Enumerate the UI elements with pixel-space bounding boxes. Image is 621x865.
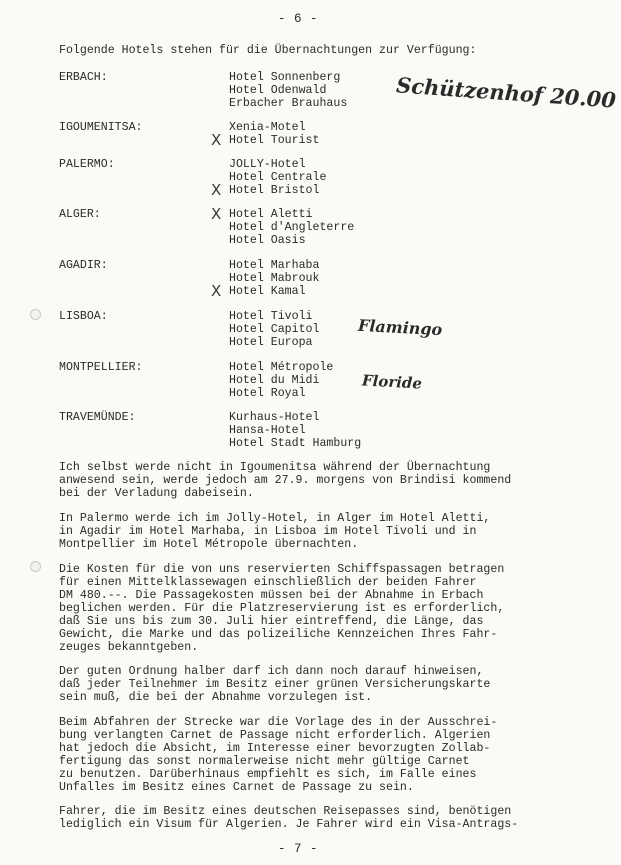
- hotel-name: Hotel Mabrouk: [229, 272, 320, 285]
- hotel-name: Hotel Métropole: [229, 361, 334, 374]
- hotel-name: Hotel Stadt Hamburg: [229, 437, 362, 450]
- hotel-name: Hotel du Midi: [229, 374, 320, 387]
- hotel-name: Hotel Odenwald: [229, 84, 327, 97]
- hotel-name: Hotel d'Angleterre: [229, 221, 355, 234]
- hotel-name: Hotel Centrale: [229, 171, 327, 184]
- hotel-name: Hotel Bristol: [229, 184, 320, 197]
- paragraph-line: Ich selbst werde nicht in Igoumenitsa während der Übernachtung: [59, 461, 491, 474]
- paragraph-line: DM 480.--. Die Passagekosten müssen bei der Abnahme in Erbach: [59, 589, 484, 602]
- paragraph-line: in Agadir im Hotel Marhaba, in Lisboa im Hotel Tivoli und in: [59, 525, 477, 538]
- page-number-bottom: - 7 -: [278, 842, 319, 856]
- paragraph-line: daß Sie uns bis zum 30. Juli hier eintreffend, die Länge, das: [59, 615, 484, 628]
- check-mark-icon: X: [211, 282, 222, 300]
- hotel-name: Hotel Tourist: [229, 134, 320, 147]
- paragraph-line: bei der Verladung dabeisein.: [59, 487, 254, 500]
- city-label: ALGER:: [59, 208, 101, 221]
- punch-hole: [30, 309, 41, 320]
- city-label: ERBACH:: [59, 71, 108, 84]
- paragraph-line: lediglich ein Visum für Algerien. Je Fahrer wird ein Visa-Antrags-: [59, 818, 519, 831]
- city-label: LISBOA:: [59, 310, 108, 323]
- handwritten-note-lisboa: Flamingo: [357, 315, 443, 340]
- hotel-name: Erbacher Brauhaus: [229, 97, 348, 110]
- hotel-name: Hotel Capitol: [229, 323, 320, 336]
- paragraph-line: Montpellier im Hotel Métropole übernachten.: [59, 538, 359, 551]
- city-label: MONTPELLIER:: [59, 361, 143, 374]
- city-label: IGOUMENITSA:: [59, 121, 143, 134]
- check-mark-icon: X: [211, 131, 222, 149]
- paragraph-line: sein muß, die bei der Abnahme vorzulegen ist.: [59, 691, 373, 704]
- paragraph-line: zu benutzen. Darüberhinaus empfiehlt es sich, im Falle eines: [59, 768, 477, 781]
- paragraph-line: Beim Abfahren der Strecke war die Vorlage des in der Ausschrei-: [59, 716, 498, 729]
- paragraph-line: Die Kosten für die von uns reservierten Schiffspassagen betragen: [59, 563, 505, 576]
- paragraph-line: fertigung das sonst normalerweise nicht mehr gültige Carnet: [59, 755, 470, 768]
- paragraph-line: zeuges bekanntgeben.: [59, 641, 199, 654]
- paragraph-line: bung verlangten Carnet de Passage nicht erforderlich. Algerien: [59, 729, 491, 742]
- hotel-name: Hotel Tivoli: [229, 310, 313, 323]
- handwritten-note-erbach: Schützenhof 20.00: [395, 72, 617, 113]
- intro-line: Folgende Hotels stehen für die Übernachtungen zur Verfügung:: [59, 44, 477, 57]
- hotel-name: Hotel Aletti: [229, 208, 313, 221]
- hotel-name: Hotel Marhaba: [229, 259, 320, 272]
- paragraph-line: Fahrer, die im Besitz eines deutschen Reisepasses sind, benötigen: [59, 805, 512, 818]
- hotel-name: Hotel Oasis: [229, 234, 306, 247]
- city-label: AGADIR:: [59, 259, 108, 272]
- paragraph-line: Der guten Ordnung halber darf ich dann noch darauf hinweisen,: [59, 665, 484, 678]
- hotel-name: Hotel Royal: [229, 387, 306, 400]
- hotel-name: Kurhaus-Hotel: [229, 411, 320, 424]
- city-label: PALERMO:: [59, 158, 115, 171]
- paragraph-line: anwesend sein, werde jedoch am 27.9. morgens von Brindisi kommend: [59, 474, 512, 487]
- paragraph-line: Gewicht, die Marke und das polizeiliche Kennzeichen Ihres Fahr-: [59, 628, 498, 641]
- hotel-name: JOLLY-Hotel: [229, 158, 306, 171]
- paragraph-line: für einen Mittelklassewagen einschließlich der beiden Fahrer: [59, 576, 477, 589]
- paragraph-line: hat jedoch die Absicht, im Interesse einer bevorzugten Zollab-: [59, 742, 491, 755]
- punch-hole: [30, 561, 41, 572]
- handwritten-note-montpellier: Floride: [361, 371, 423, 393]
- check-mark-icon: X: [211, 181, 222, 199]
- check-mark-icon: X: [211, 205, 222, 223]
- paragraph-line: In Palermo werde ich im Jolly-Hotel, in Alger im Hotel Aletti,: [59, 512, 491, 525]
- hotel-name: Xenia-Motel: [229, 121, 306, 134]
- paragraph-line: Unfalles im Besitz eines Carnet de Passage zu sein.: [59, 781, 414, 794]
- city-label: TRAVEMÜNDE:: [59, 411, 136, 424]
- paragraph-line: beglichen werden. Für die Platzreservierung ist es erforderlich,: [59, 602, 505, 615]
- hotel-name: Hotel Kamal: [229, 285, 306, 298]
- page-number-top: - 6 -: [278, 12, 319, 26]
- hotel-name: Hotel Sonnenberg: [229, 71, 341, 84]
- paragraph-line: daß jeder Teilnehmer im Besitz einer grünen Versicherungskarte: [59, 678, 491, 691]
- hotel-name: Hotel Europa: [229, 336, 313, 349]
- hotel-name: Hansa-Hotel: [229, 424, 306, 437]
